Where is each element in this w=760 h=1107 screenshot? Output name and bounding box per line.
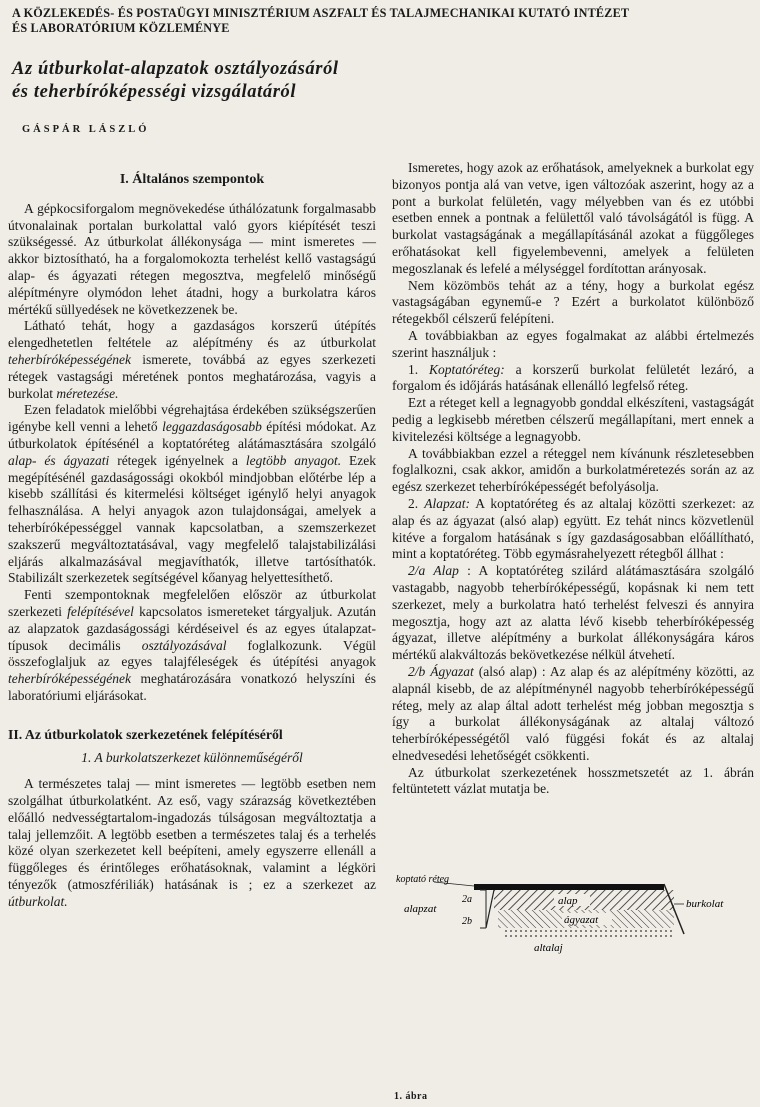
emphasis: teherbíróképességének xyxy=(8,351,131,367)
right-paragraph-7 xyxy=(392,496,754,563)
cross-section-diagram xyxy=(394,744,754,1094)
emphasis: méretezése. xyxy=(56,385,119,401)
label-agyazat: ágyazat xyxy=(564,914,599,926)
text-run: A koptatóréteg és az altalaj közötti szerkezet: az alap és az ágyazat (alsó alap) együtt. Ez tehát nincs közvetlenül kitéve a forgalom hatásának s így gazdaságosabban előállítható, mint a koptatóréteg. Több egymásrahelyezett rétegből állhat : xyxy=(392,495,755,562)
label-alap: alap xyxy=(558,895,578,907)
left-paragraph-1: A gépkocsiforgalom megnövekedése úthálózatunk forgalmasabb útvonalainak portalan burkolattal való gyors kiépítését teszi szükségessé. Az útburkolat állékonysága — mint ismeretes — akkor biztosítható, ha a forgalomokozta terhelést kellő vastagságú alap- és ágyazati rétegen megosztva, megfelelő minőségű alépítményre olymódon lehet átadni, hogy a burkolatra káros mértékű süllyedések ne következzenek be. xyxy=(8,200,376,317)
pavement-cross-section-figure xyxy=(394,744,754,1094)
emphasis: felépítésével xyxy=(67,603,134,619)
label-2a: 2a xyxy=(462,894,472,905)
header-line-2: ÉS LABORATÓRIUM KÖZLEMÉNYE xyxy=(12,21,230,35)
title-line-2: és teherbíróképességi vizsgálatáról xyxy=(12,82,297,102)
emphasis: 2/a Alap xyxy=(408,563,459,579)
text-run: ismerete, továbbá az egyes szerkezeti rétegek vastagsági méretének pontos meghatározása, vagyis a burkolat xyxy=(8,351,376,401)
section-2-title: II. Az útburkolatok szerkezetének felépítéséről xyxy=(8,726,283,742)
emphasis: Alapzat: xyxy=(424,495,470,511)
emphasis: leggazdaságosabb xyxy=(162,419,262,435)
title-line-1: Az útburkolat-alapzatok osztályozásáról xyxy=(12,59,339,79)
text-run: (alsó alap) : Az alap és az alépítmény közötti, az alapnál kisebb, de az alépítménynél nagyobb teherbíróképességű réteg, mely az alap által adott terhelést még jobban megosztja s így a burkolat állékonyságának az altalaj változó teherbíróképességétől való függési fokát és az altalaj elnedvesedési lehetőségét csökkenti. xyxy=(392,663,755,763)
left-paragraph-4 xyxy=(8,587,376,705)
section-2-subtitle: 1. A burkolatszerkezet különneműségéről xyxy=(81,749,303,765)
left-paragraph-2 xyxy=(8,318,376,402)
label-burkolat: burkolat xyxy=(686,898,724,910)
label-koptato-reteg: koptató réteg xyxy=(396,874,450,885)
right-paragraph-5: Ezt a réteget kell a legnagyobb gonddal elkészíteni, vastagságát pedig a legkisebb méretben célszerű megállapítani, mert ennek a kivitelezési költsége a legnagyobb. xyxy=(392,395,754,444)
journal-header xyxy=(12,6,752,36)
subgrade-layer xyxy=(504,928,674,940)
left-paragraph-5 xyxy=(8,776,376,910)
figure-caption: 1. ábra xyxy=(394,1091,428,1102)
text-run: Ezen feladatok mielőbbi végrehajtása érdekében szükségszerűen igénybe kell venni a lehető xyxy=(8,402,376,435)
text-run: foglalkozunk. Végül összefoglaljuk az egyes talajféleségek és útépítési anyagok xyxy=(8,637,376,670)
emphasis: 2/b Ágyazat xyxy=(408,663,474,679)
text-run: 2. xyxy=(408,495,425,511)
emphasis: osztályozásával xyxy=(141,637,227,653)
label-alapzat: alapzat xyxy=(404,903,437,915)
wearing-course-layer xyxy=(474,884,664,890)
right-paragraph-3: A továbbiakban az egyes fogalmakat az alábbi értelmezés szerint használjuk : xyxy=(392,327,754,360)
right-paragraph-4 xyxy=(392,362,754,396)
right-paragraph-6: A továbbiakban ezzel a réteggel nem kívánunk részletesebben foglalkozni, csak akkor, amidőn a burkolatméretezés során az az egész szerkezet teherbíróképességét befolyásolja. xyxy=(392,445,754,495)
section-1-title: I. Általános szempontok xyxy=(119,172,265,187)
text-run: A természetes talaj — mint ismeretes — legtöbb esetben nem szolgálhat útburkolatként. Az eső, vagy szárazság következtében előálló nedvességtartalom-ingadozás túlságosan megváltoztatja a talaj jellemzőit. A legtöbb esetben a természetes talaj és a terhelés közé olyan szerkezetet kell beépíteni, amely egyszerre ellenáll a függőleges és érintőleges erőhatásoknak, valamint a légköri tényezők (atmoszfériliák) hatásának is ; ez a szerkezet az xyxy=(8,776,376,893)
emphasis: alap- és ágyazati xyxy=(8,452,110,468)
right-paragraph-1: Ismeretes, hogy azok az erőhatások, amelyeknek a burkolat egy bizonyos pontja alá van vetve, igen változóak aszerint, hogy az a pont a burkolat felületén, vagy mélyebben van és ez utóbbi esetben ennek a pontnak a felülettől való távolságától is függ. A burkolat vastagságának a megállapításánál azokat a függőleges erőhatásokat kell figyelembevenni, amelyek a felületen megoszlanak és lefelé a mélységgel fordítottan arányosak. xyxy=(392,160,754,276)
text-run: 1. xyxy=(408,361,429,377)
article-title xyxy=(12,58,752,104)
text-run: Látható tehát, hogy a gazdaságos korszerű útépítés elengedhetetlen feltétele az alépítmény és az útburkolat xyxy=(8,318,376,351)
right-column xyxy=(392,160,754,798)
text-run: Fenti szempontoknak megfelelően először az útburkolat szerkezeti xyxy=(8,587,376,619)
right-paragraph-10: Az útburkolat szerkezetének hosszmetszetét az 1. ábrán feltüntetett vázlat mutatja be. xyxy=(392,764,754,797)
text-run: építési módokat. Az útburkolatok építésénél a koptatóréteg alátámasztására szolgáló xyxy=(8,419,376,451)
text-run: meghatározására vonatkozó helyszíni és laboratóriumi eljárásokat. xyxy=(8,671,376,703)
right-paragraph-2: Nem közömbös tehát az a tény, hogy a burkolat egész vastagságában egynemű-e ? Ezért a burkolatot különböző rétegekből célszerű felépíteni. xyxy=(392,277,754,327)
label-altalaj: altalaj xyxy=(534,942,563,954)
text-run: rétegek igényelnek a xyxy=(109,452,246,468)
emphasis: legtöbb anyagot. xyxy=(245,452,342,468)
header-line-1: A KÖZLEKEDÉS- ÉS POSTAÜGYI MINISZTÉRIUM ASZFALT ÉS TALAJMECHANIKAI KUTATÓ INTÉZET xyxy=(12,6,630,20)
text-run: Ezek megépítésénél gazdaságossági okokból mindjobban előtérbe lép a kisebb szállítási és kitermelési költséget igénylő helyi anyagok felhasználása. A helyi anyagok azon tulajdonságai, amelyek a teherbíróképességgel vannak kapcsolatban, a szemszerkezet szakszerű megváltoztatásával, vagy megfelelő talajstabilizálási eljárás alkalmazásával megjavíthatók, illetve tartósíthatók. Stabilizált szerkezetek segítségével kőanyag helyettesíthető. xyxy=(8,452,376,586)
slope-line-left xyxy=(486,890,494,928)
emphasis: útburkolat. xyxy=(8,893,68,909)
text-run: kapcsolatos ismereteket tárgyaljuk. Azután az alapzatok gazdaságossági kérdéseivel és az egyes útalapzat-típusok decimális xyxy=(8,603,376,653)
emphasis: teherbíróképességének xyxy=(8,671,131,687)
label-2b: 2b xyxy=(462,916,472,927)
emphasis: Koptatóréteg: xyxy=(429,361,505,377)
text-run: a korszerű burkolat felületét lezáró, a forgalom és időjárás hatásának ellenálló legfelső réteg. xyxy=(392,361,754,394)
left-column xyxy=(8,168,376,911)
right-paragraph-8 xyxy=(392,563,754,664)
text-run: : A koptatóréteg szilárd alátámasztására szolgáló vastagabb, nagyobb teherbíróképességű, kopásnak ki nem tett szerkezet, mely a burkolatra ható terhelést felveszi és annyira megosztja, hogy azt az alatta lévő kisebb teherbíróképesség ágyazat, illetve alépítmény a burkolat állékonyságára káros mértékű alakváltozás bekövetkezése nélkül átvehetí. xyxy=(392,563,754,663)
author-name: GÁSPÁR LÁSZLÓ xyxy=(22,124,150,135)
left-paragraph-3 xyxy=(8,402,376,587)
